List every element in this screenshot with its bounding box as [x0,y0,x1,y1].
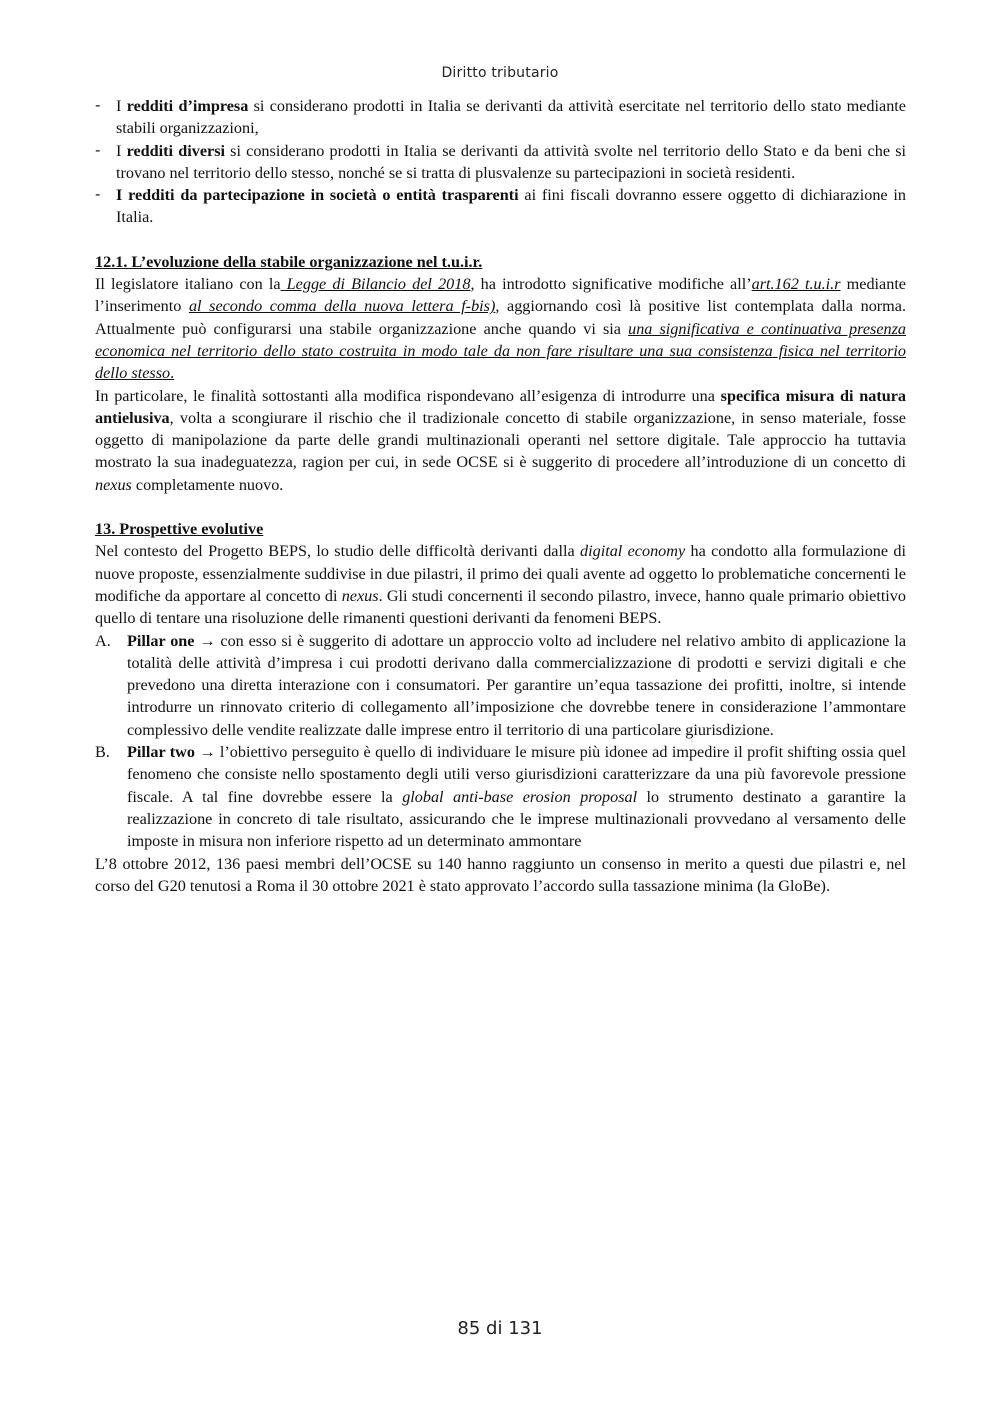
list-item: - I redditi da partecipazione in società o entità trasparenti ai fini fiscali dovranno essere oggetto di dichiarazione in Italia. [95,184,906,229]
bold-term: Pillar two [127,743,195,762]
bold-term: redditi d’impresa [126,97,249,115]
section-heading-12-1: 12.1. L’evoluzione della stabile organizzazione nel t.u.i.r. [95,252,483,271]
italic-term: digital economy [580,542,686,561]
reference-link[interactable]: art.162 t.u.i.r [751,275,841,294]
section-heading-13: 13. Prospettive evolutive [95,520,264,539]
paragraph: Nel contesto del Progetto BEPS, lo studio delle difficoltà derivanti dalla digital economy ha condotto alla formulazione di nuove proposte, essenzialmente suddivise in due pilastri, il primo dei quali avente ad oggetto lo problematiche concernenti le modifiche da apportare al concetto di nexus. Gli studi concernenti il secondo pilastro, invece, hanno quale primario obiettivo quello di tentare una risoluzione delle rimanenti questioni derivanti da fenomeni BEPS. [95,542,907,628]
list-item: - I redditi d’impresa si considerano prodotti in Italia se derivanti da attività esercitate nel territorio dello stato mediante stabili organizzazioni, [95,95,906,140]
paragraph: L’8 ottobre 2012, 136 paesi membri dell’OCSE su 140 hanno raggiunto un consenso in merito a questi due pilastri e, nel corso del G20 tenutosi a Roma il 30 ottobre 2021 è stato approvato l’accordo sulla tassazione minima (la GloBe). [95,854,906,895]
italic-term: global anti-base erosion proposal [402,787,638,806]
bold-term: redditi diversi [126,141,225,160]
reference-link[interactable]: al secondo comma della nuova lettera f-bis) [188,297,496,316]
list-label: B. [95,743,110,762]
italic-term: nexus [341,586,379,605]
running-header: Diritto tributario [441,65,559,81]
page-body [95,95,906,897]
bold-term: I redditi da partecipazione in società o entità trasparenti [116,186,519,205]
arrow-icon: → [194,631,221,650]
list-item: - I redditi diversi si considerano prodotti in Italia se derivanti da attività svolte nel territorio dello Stato e da beni che si trovano nel territorio dello stesso, nonché se si tratta di plusvalenze su partecipazioni in società residenti. [95,140,906,185]
paragraph: In particolare, le finalità sottostanti alla modifica rispondevano all’esigenza di introdurre una specifica misura di natura antielusiva, volta a scongiurare il rischio che il tradizionale concetto di stabile organizzazione, in senso materiale, fosse oggetto di manipolazione da parte delle grandi multinazionali operanti nel settore digitale. Tale approccio ha tuttavia mostrato la sua inadeguatezza, ragion per cui, in sede OCSE si è suggerito di procedere all’introduzione di un concetto di nexus completamente nuovo. [95,386,907,494]
underlined-quote: una significativa e continuativa presenza economica nel territorio dello stato costruita in modo tale da non fare risultare una sua consistenza fisica nel territorio dello stesso [95,319,906,383]
pillars-list [95,630,906,853]
bold-term: Pillar one [127,631,195,650]
income-types-list [95,95,906,229]
list-label: A. [95,631,111,650]
reference-link[interactable]: Legge di Bilancio del 2018 [280,275,471,294]
list-item-pillar-two: B. Pillar two → l’obiettivo perseguito è quello di individuare le misure più idonee ad impedire il profit shifting ossia quel fenomeno che consiste nello spostamento degli utili verso giurisdizioni caratterizzare da una più favorevole pressione fiscale. A tal fine dovrebbe essere la global anti-base erosion proposal lo strumento destinato a garantire la realizzazione in concreto di tale risultato, assicurando che le imprese multinazionali provvedano al versamento delle imposte in misura non inferiore rispetto ad un determinato ammontare [95,743,906,851]
italic-term: nexus [95,475,132,494]
arrow-icon: → [194,743,220,762]
page-number: 85 di 131 [457,1318,543,1339]
bold-term: specifica misura di natura antielusiva [95,386,907,427]
list-item-pillar-one: A. Pillar one → con esso si è suggerito di adottare un approccio volto ad includere nel relativo ambito di applicazione la totalità delle attività d’impresa i cui prodotti derivano dalla commercializzazione di prodotti e servizi digitali e che prevedono una diretta interazione con i consumatori. Per garantire un’equa tassazione dei profitti, inoltre, si intende introdurre un rinnovato criterio di collegamento all’imposizione che dovrebbe tenere in considerazione l’ammontare complessivo delle vendite realizzate dalle imprese entro il territorio di una particolare giurisdizione. [95,631,907,739]
paragraph: Il legislatore italiano con la Legge di Bilancio del 2018, ha introdotto significative modifiche all’art.162 t.u.i.r mediante l’inserimento al secondo comma della nuova lettera f-bis), aggiornando così là positive list contemplata dalla norma. Attualmente può configurarsi una stabile organizzazione anche quando vi sia una significativa e continuativa presenza economica nel territorio dello stato costruita in modo tale da non fare risultare una sua consistenza fisica nel territorio dello stesso. [95,275,906,383]
